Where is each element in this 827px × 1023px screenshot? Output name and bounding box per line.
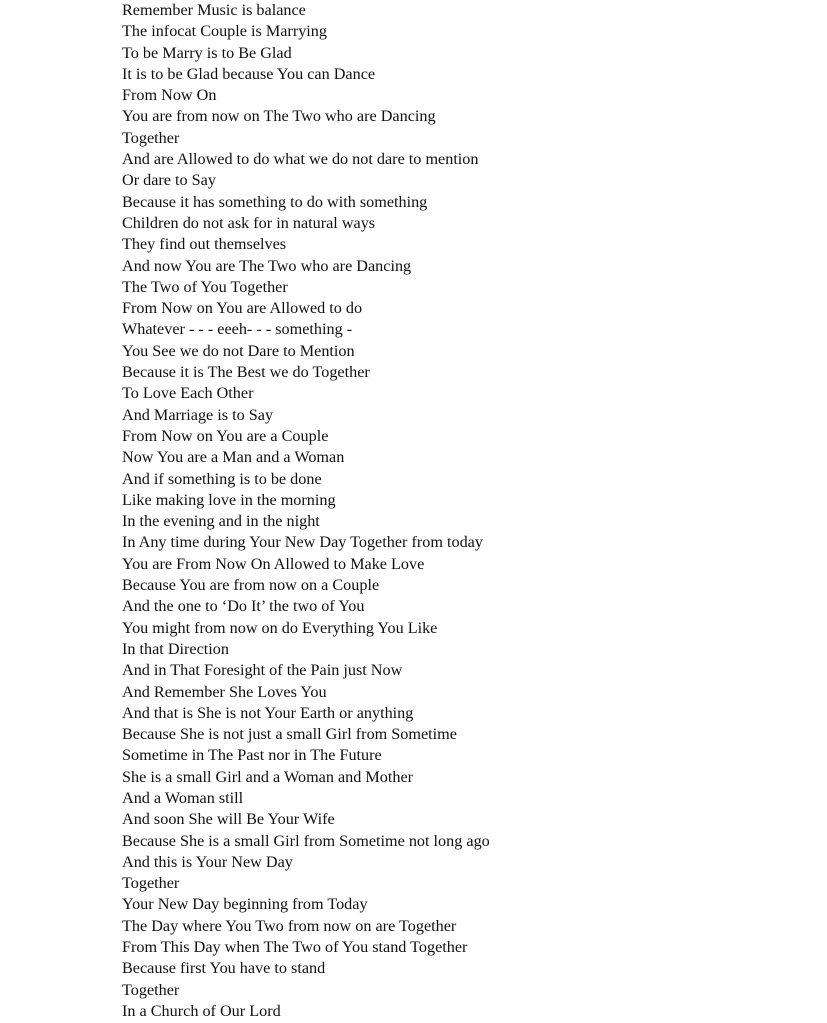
- poem-line: And Marriage is to Say: [122, 405, 274, 424]
- poem-line: And the one to ‘Do It’ the two of You: [122, 597, 365, 616]
- poem-line: Because She is not just a small Girl from Sometime: [122, 725, 457, 744]
- poem-line: From Now On: [122, 86, 217, 105]
- poem-line: Because You are from now on a Couple: [122, 576, 380, 595]
- poem-line: And that is She is not Your Earth or anything: [122, 703, 414, 722]
- poem-line: In Any time during Your New Day Together from today: [122, 533, 483, 552]
- poem-line: Together: [122, 128, 180, 147]
- poem-line: And now You are The Two who are Dancing: [122, 256, 412, 275]
- poem-line: It is to be Glad because You can Dance: [122, 64, 376, 83]
- poem-line: In a Church of Our Lord: [122, 1001, 281, 1020]
- poem-line: She is a small Girl and a Woman and Mother: [122, 767, 414, 786]
- poem-line: From Now on You are a Couple: [122, 426, 329, 445]
- poem-line: From This Day when The Two of You stand Together: [122, 938, 468, 957]
- poem-line: They find out themselves: [122, 235, 287, 254]
- poem-line: Because She is a small Girl from Sometime not long ago: [122, 831, 490, 850]
- poem-line: Because it has something to do with something: [122, 192, 428, 211]
- poem-line: Children do not ask for in natural ways: [122, 213, 376, 232]
- poem-line: Together: [122, 980, 180, 999]
- poem-line: You might from now on do Everything You Like: [122, 618, 438, 637]
- poem-line: You are from now on The Two who are Dancing: [122, 107, 436, 126]
- poem-line: You are From Now On Allowed to Make Love: [122, 554, 425, 573]
- poem-line: In that Direction: [122, 639, 229, 658]
- poem-line: Like making love in the morning: [122, 490, 336, 509]
- poem-line: Or dare to Say: [122, 171, 216, 190]
- poem-line: Now You are a Man and a Woman: [122, 448, 345, 467]
- poem-line: And are Allowed to do what we do not dare to mention: [122, 150, 479, 169]
- poem-line: To Love Each Other: [122, 384, 254, 403]
- poem-line: Together: [122, 874, 180, 893]
- poem-line: The Day where You Two from now on are Together: [122, 916, 457, 935]
- poem-line: And if something is to be done: [122, 469, 322, 488]
- poem-line: And this is Your New Day: [122, 852, 293, 871]
- poem-line: Remember Music is balance: [122, 1, 306, 19]
- poem-line: Sometime in The Past nor in The Future: [122, 746, 382, 765]
- poem-line: You See we do not Dare to Mention: [122, 341, 355, 360]
- poem-line: Because it is The Best we do Together: [122, 363, 370, 382]
- poem-line: The infocat Couple is Marrying: [122, 22, 327, 41]
- poem-line: Your New Day beginning from Today: [122, 895, 368, 914]
- poem-line: And soon She will Be Your Wife: [122, 810, 335, 829]
- poem-line: From Now on You are Allowed to do: [122, 299, 363, 318]
- poem-text-block: [122, 0, 490, 1022]
- poem-line: And in That Foresight of the Pain just Now: [122, 661, 403, 680]
- poem-line: Because first You have to stand: [122, 959, 326, 978]
- poem-line: And Remember She Loves You: [122, 682, 327, 701]
- poem-line: The Two of You Together: [122, 277, 288, 296]
- poem-line: To be Marry is to Be Glad: [122, 43, 292, 62]
- poem-line: Whatever - - - eeeh- - - something -: [122, 320, 353, 339]
- poem-line: In the evening and in the night: [122, 512, 320, 531]
- poem-line: And a Woman still: [122, 788, 244, 807]
